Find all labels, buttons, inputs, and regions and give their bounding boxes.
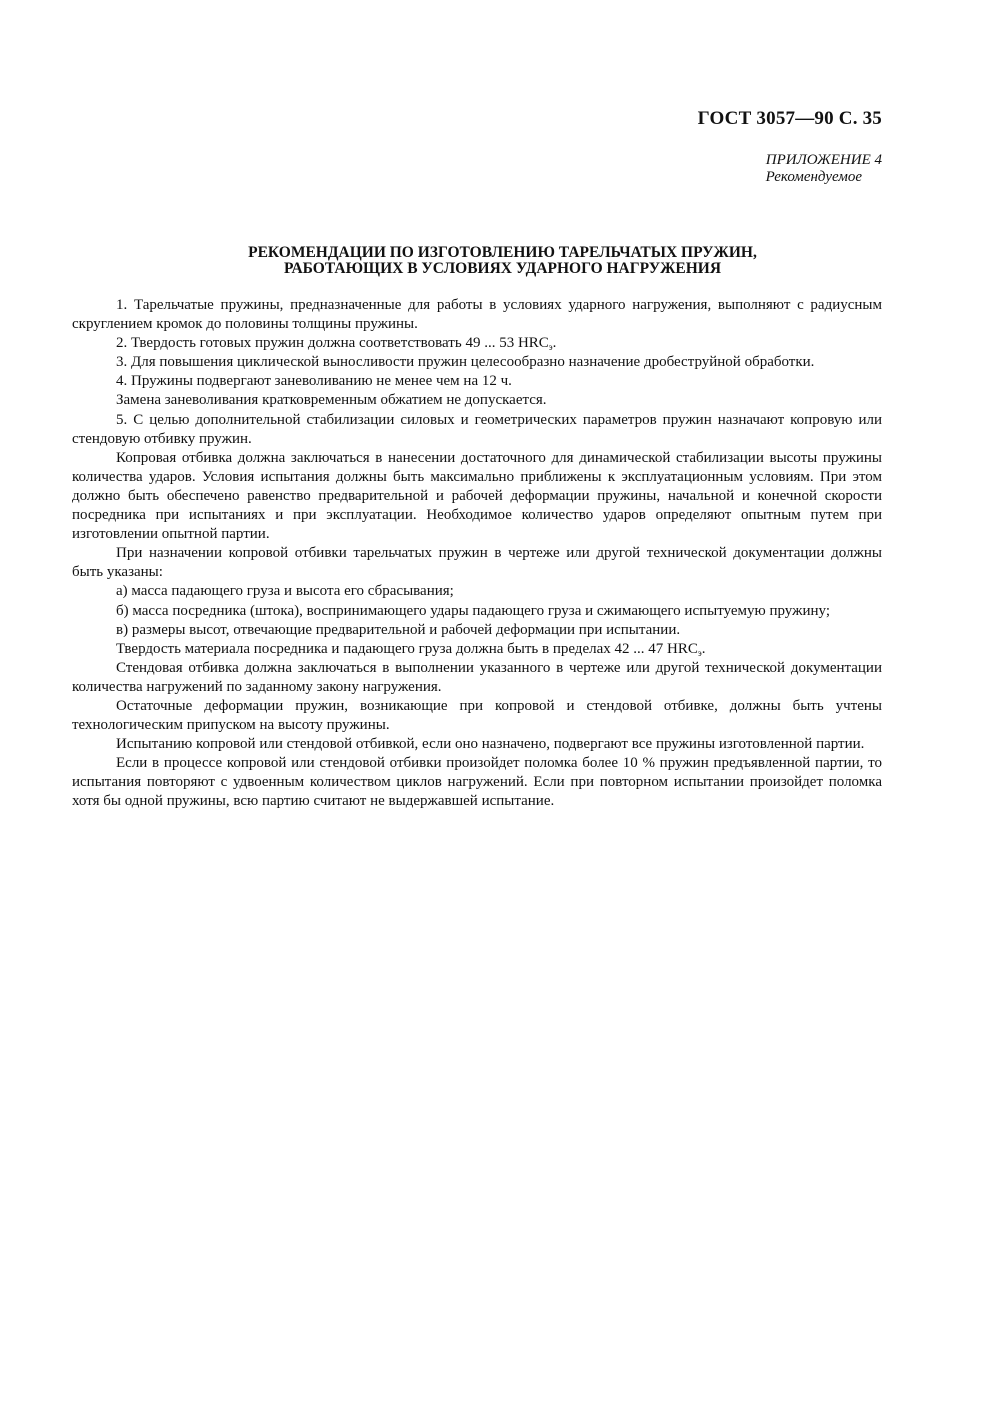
paragraph-1: 1. Тарельчатые пружины, предназначенные для работы в условиях ударного нагружения, выполняют с радиусным скруглением кромок до половины толщины пружины. [72,297,882,333]
paragraph-6: 5. С целью дополнительной стабилизации силовых и геометрических параметров пружин назначают копровую или стендовую отбивку пружин. [72,411,882,447]
appendix-title: ПРИЛОЖЕНИЕ 4 [765,152,882,168]
paragraph-2-end: . [552,335,557,352]
paragraph-4: 4. Пружины подвергают заневоливанию не менее чем на 12 ч. [116,373,512,390]
paragraph-testing-scope: Испытанию копровой или стендовой отбивкой, если оно назначено, подвергают все пружины изготовленной партии. [116,736,865,753]
paragraph-2-text: 2. Твердость готовых пружин должна соответствовать 49 ... 53 HRC [116,335,549,352]
list-item-a: а) масса падающего груза и высота его сбрасывания; [116,583,454,600]
paragraph-2-subscript: э [548,342,553,353]
paragraph-hardness [72,640,882,659]
document-title [120,245,885,277]
paragraph-hardness-end: . [701,640,706,657]
paragraph-stand-test: Стендовая отбивка должна заключаться в выполнении указанного в чертеже или другой технической документации количества нагружений по заданному закону нагружения. [72,659,882,695]
list-item-v: в) размеры высот, отвечающие предварительной и рабочей деформации при испытании. [116,621,681,638]
paragraph-hardness-subscript: э [697,647,702,658]
paragraph-breakage-rule: Если в процессе копровой или стендовой отбивки произойдет поломка более 10 % пружин предъявленной партии, то испытания повторяют с удвоенным количеством циклов нагружений. Если при повторном испытании произойдет поломка хотя бы одной пружины, всю партию считают не выдержавшей испытание. [72,755,882,810]
document-body [72,296,882,812]
document-title-line-2: РАБОТАЮЩИХ В УСЛОВИЯХ УДАРНОГО НАГРУЖЕНИЯ [283,260,722,277]
standard-reference: ГОСТ 3057—90 С. 35 [697,108,882,129]
document-title-line-1: РЕКОМЕНДАЦИИ ПО ИЗГОТОВЛЕНИЮ ТАРЕЛЬЧАТЫХ ПРУЖИН, [248,244,757,261]
paragraph-7: Копровая отбивка должна заключаться в нанесении достаточного для динамической стабилизации высоты пружины количества ударов. Условия испытания должны быть максимально приближены к эксплуатационным условиям. При этом должно быть обеспечено равенство предварительной и рабочей деформации пружины, начальной и конечной скорости посредника при испытаниях и при эксплуатации. Необходимое количество ударов определяют опытным путем при изготовлении опытной партии. [72,449,882,543]
paragraph-3: 3. Для повышения циклической выносливости пружин целесообразно назначение дробеструйной обработки. [116,354,815,371]
paragraph-hardness-text: Твердость материала посредника и падающего груза должна быть в пределах 42 ... 47 HRC [116,640,698,657]
appendix-status: Рекомендуемое [765,169,862,185]
paragraph-5: Замена заневоливания кратковременным обжатием не допускается. [116,392,547,409]
list-item-b: б) масса посредника (штока), воспринимающего удары падающего груза и сжимающего испытуемую пружину; [116,602,831,619]
paragraph-2 [72,334,882,353]
paragraph-residual-deformation: Остаточные деформации пружин, возникающие при копровой и стендовой отбивке, должны быть учтены технологическим припуском на высоту пружины. [72,697,882,734]
paragraph-8: При назначении копровой отбивки тарельчатых пружин в чертеже или другой технической документации должны быть указаны: [72,545,882,581]
